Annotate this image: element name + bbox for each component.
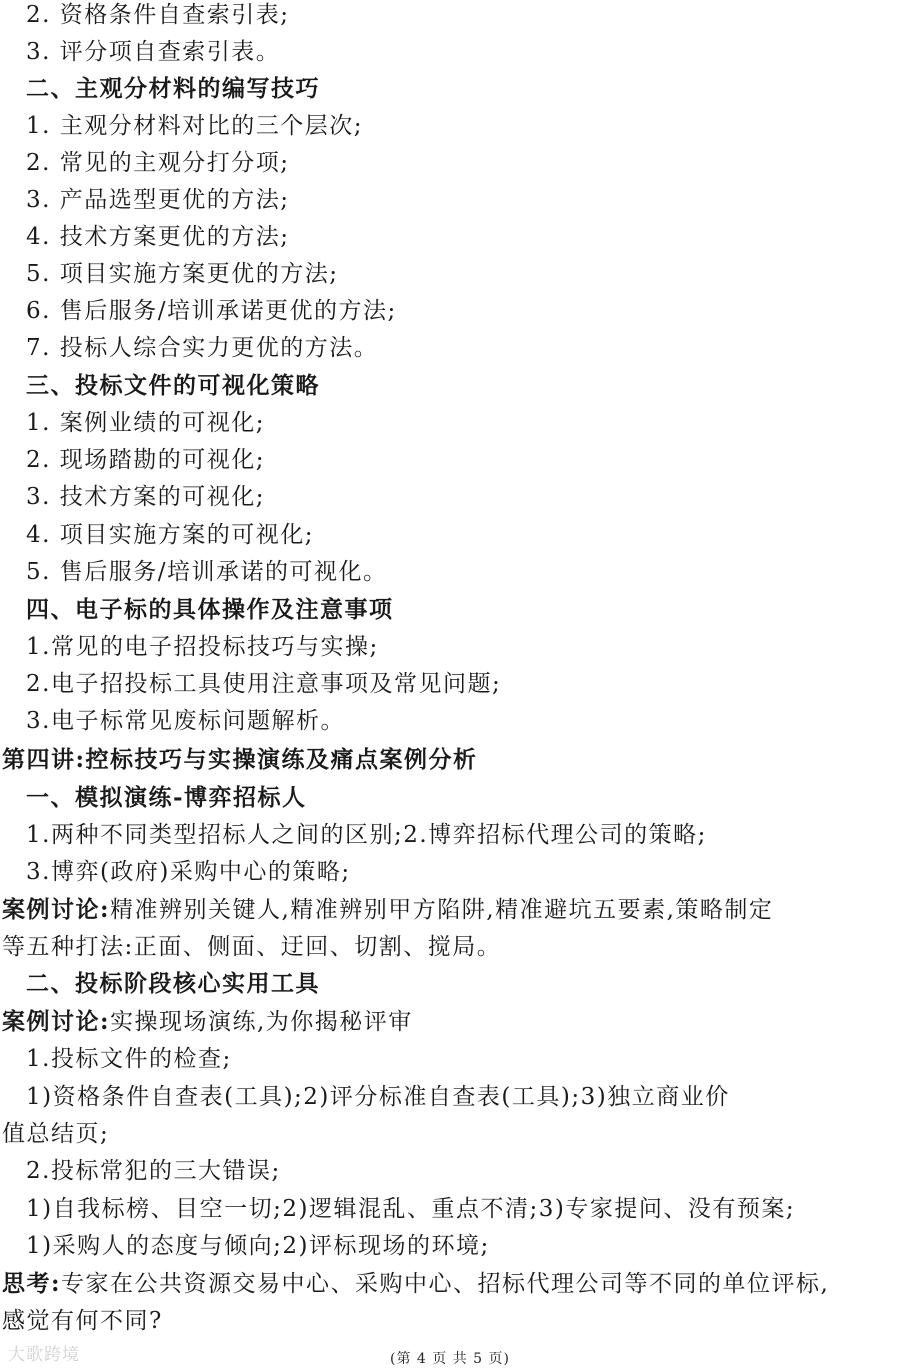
list-item: 3. 产品选型更优的方法; <box>26 187 290 213</box>
list-item: 1.投标文件的检查; <box>26 1046 232 1072</box>
list-item: 2.投标常犯的三大错误; <box>26 1158 281 1184</box>
case-discussion-paragraph <box>2 895 773 925</box>
list-item: 1)自我标榜、目空一切;2)逻辑混乱、重点不清;3)专家提问、没有预案; <box>26 1196 796 1222</box>
section-heading: 三、投标文件的可视化策略 <box>26 372 320 399</box>
lecture-heading: 第四讲:控标技巧与实操演练及痛点案例分析 <box>2 746 478 773</box>
list-item: 2. 资格条件自查索引表; <box>26 2 290 28</box>
section-heading: 一、模拟演练-博弈招标人 <box>26 784 307 811</box>
section-heading: 四、电子标的具体操作及注意事项 <box>26 596 394 623</box>
list-item: 2. 现场踏勘的可视化; <box>26 447 266 473</box>
list-item: 1)采购人的态度与倾向;2)评标现场的环境; <box>26 1233 490 1259</box>
page-footer: (第 4 页 共 5 页) <box>390 1351 510 1367</box>
list-item: 1.常见的电子招投标技巧与实操; <box>26 634 379 660</box>
list-item: 5. 售后服务/培训承诺的可视化。 <box>26 559 388 585</box>
list-item: 5. 项目实施方案更优的方法; <box>26 261 339 287</box>
section-heading: 二、投标阶段核心实用工具 <box>26 970 320 997</box>
list-item: 1. 主观分材料对比的三个层次; <box>26 113 364 139</box>
list-item: 4. 项目实施方案的可视化; <box>26 522 315 548</box>
list-item: 3.博弈(政府)采购中心的策略; <box>26 859 351 885</box>
watermark-text: 大歌跨境 <box>8 1345 80 1365</box>
list-item: 4. 技术方案更优的方法; <box>26 224 290 250</box>
list-item: 1.两种不同类型招标人之间的区别;2.博弈招标代理公司的策略; <box>26 822 707 848</box>
think-label: 思考: <box>2 1270 61 1297</box>
paragraph-text: 感觉有何不同? <box>2 1308 163 1334</box>
paragraph-text: 精准辨别关键人,精准辨别甲方陷阱,精准避坑五要素,策略制定 <box>110 897 774 923</box>
paragraph-text: 专家在公共资源交易中心、采购中心、招标代理公司等不同的单位评标, <box>61 1271 830 1297</box>
list-item: 2. 常见的主观分打分项; <box>26 150 290 176</box>
case-discussion-label: 案例讨论: <box>2 896 110 923</box>
list-item: 2.电子招投标工具使用注意事项及常见问题; <box>26 671 502 697</box>
paragraph-text: 实操现场演练,为你揭秘评审 <box>110 1009 413 1035</box>
list-item: 3. 技术方案的可视化; <box>26 484 266 510</box>
list-item: 值总结页; <box>2 1121 110 1147</box>
case-discussion-label: 案例讨论: <box>2 1008 110 1035</box>
case-discussion-paragraph <box>2 1007 413 1037</box>
list-item: 1)资格条件自查表(工具);2)评分标准自查表(工具);3)独立商业价 <box>26 1084 730 1110</box>
paragraph-text: 等五种打法:正面、侧面、迂回、切割、搅局。 <box>2 934 502 960</box>
list-item: 7. 投标人综合实力更优的方法。 <box>26 335 379 361</box>
list-item: 3.电子标常见废标问题解析。 <box>26 708 345 734</box>
think-paragraph <box>2 1269 829 1299</box>
section-heading: 二、主观分材料的编写技巧 <box>26 75 320 102</box>
list-item: 6. 售后服务/培训承诺更优的方法; <box>26 298 397 324</box>
list-item: 3. 评分项自查索引表。 <box>26 39 281 65</box>
list-item: 1. 案例业绩的可视化; <box>26 410 266 436</box>
